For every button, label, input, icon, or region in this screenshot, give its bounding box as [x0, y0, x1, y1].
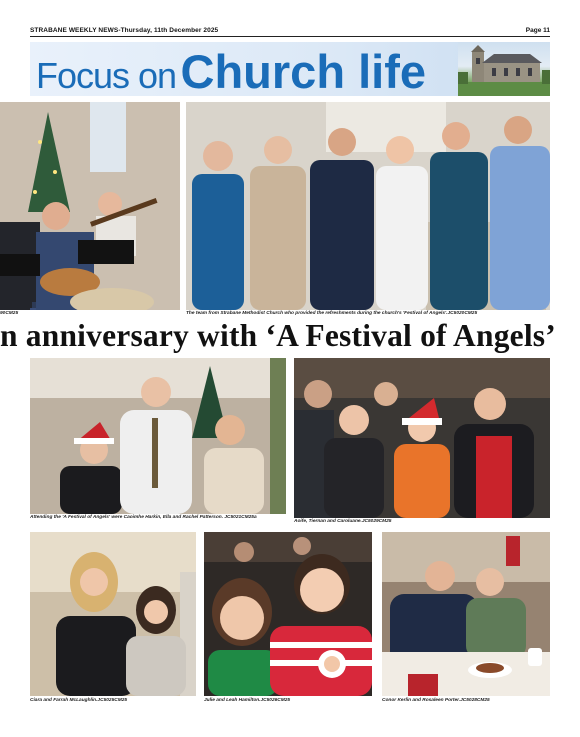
caption-top-left: 90CM25 [0, 311, 19, 316]
header-rule [30, 36, 550, 37]
caption-top-right: The team from Strabane Methodist Church who provided the refreshments during the church's 'Festival of Angels'.JC5020CM25 [186, 311, 478, 316]
photo-refreshment-team [186, 102, 550, 310]
caption-bottom-left: Ciara and Farrah McLaughlin.JC5025CM25 [30, 698, 128, 703]
photo-musicians [0, 102, 180, 310]
photo-ciara-farrah [30, 532, 196, 696]
section-banner [30, 42, 550, 96]
headline: n anniversary with ‘A Festival of Angels’ [0, 318, 556, 353]
newspaper-name-date: STRABANE WEEKLY NEWS-Thursday, 11th December 2025 [30, 27, 219, 34]
photo-aoife-tiernan-caroluane [294, 358, 550, 518]
church-building-image [458, 42, 550, 96]
photo-conor-rosaleen [382, 532, 550, 696]
page-number: Page 11 [525, 27, 550, 34]
caption-mid-right: Aoife, Tiernan and Caroluane.JC5029CM25 [294, 519, 392, 524]
caption-mid-left: Attending the 'A Festival of Angels' were Caoimhe Harkin, Ella and Rachel Patterson. JC5021CM25a [30, 515, 257, 520]
caption-bottom-middle: Julie and Leah Hamilton.JC5026CM25 [204, 698, 291, 703]
photo-julie-leah [204, 532, 372, 696]
banner-focus-on: Focus on [36, 55, 177, 96]
banner-title [36, 44, 426, 96]
photo-caoimhe-ella-rachel [30, 358, 286, 514]
caption-bottom-right: Conor Kerlin and Rosaleen Porter.JC5028CM25 [382, 698, 490, 703]
banner-church-life: Church life [180, 45, 426, 96]
